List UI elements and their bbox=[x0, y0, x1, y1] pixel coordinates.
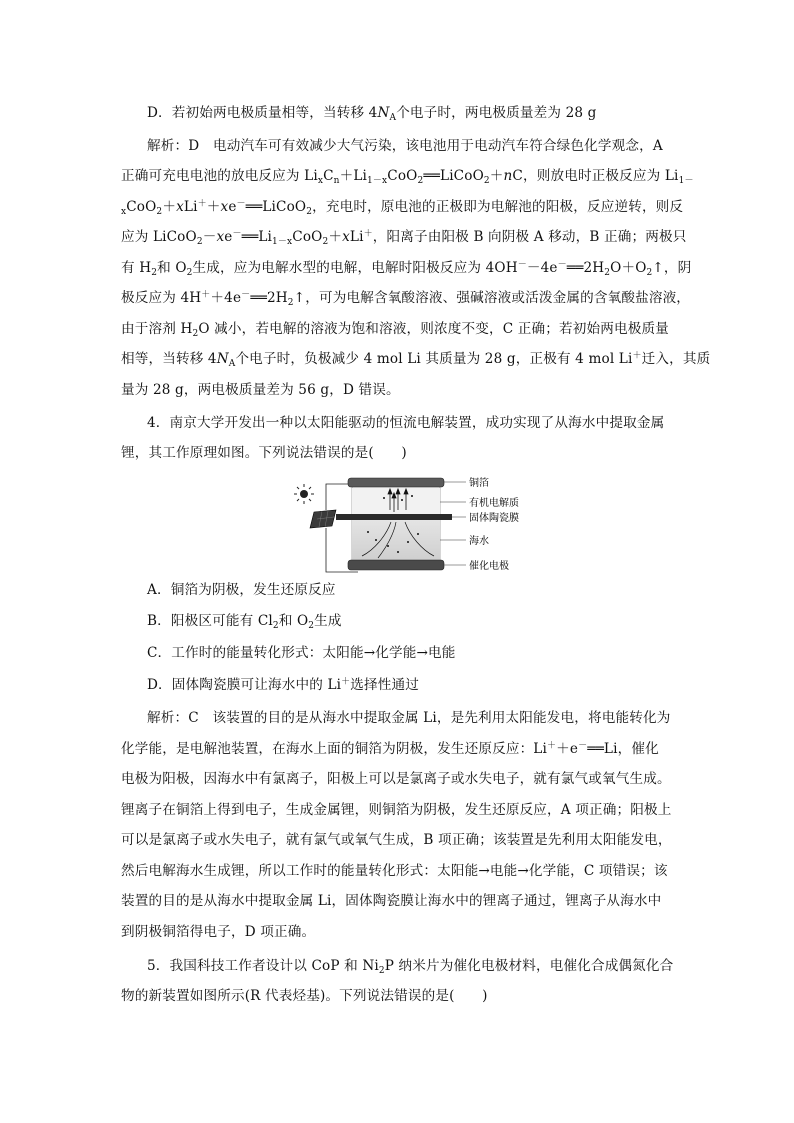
analysis-q4-line bbox=[121, 861, 677, 881]
text-segment: n bbox=[333, 176, 340, 186]
text-segment: ══2H bbox=[250, 290, 288, 306]
option-a-q4 bbox=[147, 580, 677, 600]
text-segment: e bbox=[224, 229, 233, 245]
text-segment: ↑，阴 bbox=[652, 260, 692, 276]
text-segment: ＋ bbox=[547, 741, 557, 751]
text-segment: 迁入，其质 bbox=[641, 351, 711, 367]
analysis-q4-line bbox=[121, 739, 677, 759]
text-segment: － bbox=[236, 199, 246, 209]
text-segment: 2 bbox=[322, 237, 329, 247]
text-segment: 解析：C 该装置的目的是从海水中提取金属 Li，是先利用太阳能发电，将电能转化为 bbox=[147, 710, 671, 726]
text-segment: 生成，应为电解水型的电解，电解时阳极反应为 4OH bbox=[192, 260, 518, 276]
text-segment: 2 bbox=[151, 268, 158, 278]
electrolysis-diagram bbox=[290, 476, 530, 576]
text-segment: 2 bbox=[378, 966, 385, 976]
analysis-q4-line bbox=[121, 830, 677, 850]
text-segment: － bbox=[232, 229, 242, 239]
text-segment: ↑，可为电解含氧酸溶液、强碱溶液或活泼金属的含氧酸盐溶液， bbox=[293, 290, 691, 306]
text-segment: 2 bbox=[272, 621, 279, 631]
label-seawater: 海水 bbox=[469, 536, 489, 547]
text-segment: N bbox=[377, 105, 390, 121]
text-segment: 极反应为 4H bbox=[121, 290, 202, 306]
analysis-q3-line bbox=[121, 380, 677, 400]
text-segment: 4．南京大学开发出一种以太阳能驱动的恒流电解装置，成功实现了从海水中提取金属 bbox=[147, 415, 665, 431]
text-segment: 2 bbox=[306, 207, 313, 217]
text-segment: ＋ bbox=[632, 351, 642, 361]
ceramic-membrane bbox=[336, 514, 452, 520]
label-ceramic-membrane: 固体陶瓷膜 bbox=[469, 513, 519, 524]
analysis-q3-line bbox=[121, 197, 684, 217]
text-segment: 1－ bbox=[678, 176, 694, 186]
text-segment: x bbox=[317, 176, 324, 186]
text-segment: ＋e bbox=[556, 741, 579, 757]
text-segment: x bbox=[216, 229, 225, 245]
text-segment: 和 O bbox=[278, 613, 309, 629]
text-segment: D．若初始两电极质量相等，当转移 4 bbox=[147, 105, 378, 121]
text-segment: 化学能，是电解池装置，在海水上面的铜箔为阴极，发生还原反应：Li bbox=[121, 741, 547, 757]
text-segment: O 减小，若电解的溶液为饱和溶液，则浓度不变，C 正确；若初始两电极质量 bbox=[198, 321, 669, 337]
analysis-q4-line bbox=[147, 708, 677, 728]
text-segment: ＋ bbox=[162, 199, 177, 215]
text-segment: B．阳极区可能有 Cl bbox=[147, 613, 273, 629]
text-segment: n bbox=[503, 168, 513, 184]
analysis-q4-line bbox=[121, 800, 677, 820]
text-segment: 2 bbox=[417, 176, 424, 186]
text-segment: ＋ bbox=[341, 677, 351, 687]
label-copper-foil: 铜箔 bbox=[469, 478, 489, 489]
text-segment: ＋Li bbox=[339, 168, 367, 184]
copper-foil-plate bbox=[348, 478, 444, 487]
question-5-stem bbox=[121, 986, 677, 1006]
text-segment: 然后电解海水生成锂，所以工作时的能量转化形式：太阳能→电能→化学能，C 项错误；该 bbox=[121, 863, 668, 879]
analysis-q3-line bbox=[121, 258, 692, 278]
text-segment: e bbox=[228, 199, 237, 215]
text-segment: 2 bbox=[604, 268, 611, 278]
label-organic-electrolyte: 有机电解质 bbox=[469, 498, 519, 509]
catalytic-electrode-plate bbox=[348, 560, 444, 570]
text-segment: ＋ bbox=[363, 229, 373, 239]
text-segment: ══Li，催化 bbox=[587, 741, 659, 757]
text-segment: C bbox=[323, 168, 334, 184]
text-segment: P 纳米片为催化电极材料，电催化合成偶氮化合 bbox=[384, 958, 674, 974]
text-segment: C．工作时的能量转化形式：太阳能→化学能→电能 bbox=[147, 645, 456, 661]
text-segment: 个电子时，负极减少 4 mol Li 其质量为 28 g，正极有 4 mol Li bbox=[235, 351, 633, 367]
text-segment: 1－x bbox=[272, 237, 293, 247]
text-segment: － bbox=[241, 290, 251, 300]
text-segment: 到阴极铜箔得电子，D 项正确。 bbox=[121, 924, 316, 940]
text-segment: 2 bbox=[483, 176, 490, 186]
sun-icon bbox=[294, 484, 314, 504]
text-segment: 和 O bbox=[157, 260, 187, 276]
text-segment: 1－x bbox=[367, 176, 388, 186]
text-segment: ══2H bbox=[566, 260, 605, 276]
text-segment: 电极为阳极，因海水中有氯离子，阳极上可以是氯离子或水失电子，就有氯气或氧气生成。 bbox=[121, 771, 671, 787]
text-segment: CoO bbox=[126, 199, 157, 215]
option-c-q4 bbox=[147, 643, 677, 663]
text-segment: 2 bbox=[186, 268, 193, 278]
text-segment: O＋O bbox=[610, 260, 647, 276]
text-segment: ══LiCoO bbox=[245, 199, 307, 215]
text-segment: ＋ bbox=[201, 290, 211, 300]
option-d-q3 bbox=[147, 103, 677, 123]
text-segment: ＋ bbox=[206, 199, 221, 215]
analysis-q4-line bbox=[121, 891, 677, 911]
text-segment: 2 bbox=[156, 207, 163, 217]
text-segment: 解析：D 电动汽车可有效减少大气污染，该电池用于电动汽车符合绿色化学观念，A bbox=[147, 138, 663, 154]
text-segment: D．固体陶瓷膜可让海水中的 Li bbox=[147, 677, 342, 693]
text-segment: 可以是氯离子或水失电子，就有氯气或氧气生成，B 项正确；该装置是先利用太阳能发电， bbox=[121, 832, 672, 848]
option-d-q4 bbox=[147, 675, 677, 695]
text-segment: ，充电时，原电池的正极即为电解池的阳极，反应逆转，则反 bbox=[312, 199, 684, 215]
text-segment: 生成 bbox=[314, 613, 342, 629]
analysis-q3-line bbox=[121, 349, 711, 369]
analysis-q4-line bbox=[121, 769, 677, 789]
option-b-q4 bbox=[147, 611, 677, 631]
text-segment: ＋ bbox=[489, 168, 504, 184]
text-segment: － bbox=[578, 741, 588, 751]
text-segment: 个电子时，两电极质量差为 28 g bbox=[396, 105, 597, 121]
text-segment: 量为 28 g，两电极质量差为 56 g，D 错误。 bbox=[121, 382, 400, 398]
text-segment: x bbox=[220, 199, 229, 215]
text-segment: 选择性通过 bbox=[350, 677, 419, 693]
analysis-q3-line bbox=[121, 288, 691, 308]
text-segment: 锂离子在铜箔上得到电子，生成金属锂，则铜箔为阴极，发生还原反应，A 项正确；阳极上 bbox=[121, 802, 672, 818]
text-segment: 2 bbox=[196, 237, 203, 247]
text-segment: N bbox=[216, 351, 229, 367]
text-segment: CoO bbox=[292, 229, 323, 245]
text-segment: x bbox=[176, 199, 184, 215]
text-segment: x bbox=[342, 229, 350, 245]
text-segment: 锂，其工作原理如图。下列说法错误的是( ) bbox=[121, 445, 407, 461]
text-segment: ══LiCoO bbox=[423, 168, 484, 184]
text-segment: 2 bbox=[192, 329, 199, 339]
text-segment: 由于溶剂 H bbox=[121, 321, 193, 337]
text-segment: ，阳离子由阳极 B 向阴极 A 移动，B 正确；两极只 bbox=[372, 229, 687, 245]
label-catalytic-electrode: 催化电极 bbox=[469, 561, 509, 572]
analysis-q4-line bbox=[121, 922, 677, 942]
text-segment: A．铜箔为阴极，发生还原反应 bbox=[147, 582, 336, 598]
text-segment: ＋4e bbox=[210, 290, 242, 306]
text-segment: － bbox=[517, 260, 527, 270]
text-segment: ＋ bbox=[197, 199, 207, 209]
text-segment: C，则放电时正极反应为 Li bbox=[512, 168, 679, 184]
text-segment: ＋ bbox=[328, 229, 343, 245]
text-segment: －4e bbox=[526, 260, 558, 276]
text-segment: 应为 LiCoO bbox=[121, 229, 197, 245]
analysis-q3-line bbox=[121, 166, 694, 186]
question-5-stem bbox=[147, 956, 677, 976]
text-segment: ══Li bbox=[241, 229, 272, 245]
analysis-q3-line bbox=[121, 319, 677, 339]
analysis-q3-line bbox=[147, 136, 677, 156]
text-segment: x bbox=[121, 207, 127, 217]
text-segment: 5．我国科技工作者设计以 CoP 和 Ni bbox=[147, 958, 379, 974]
text-segment: 有 H bbox=[121, 260, 152, 276]
text-segment: － bbox=[557, 260, 567, 270]
text-segment: 2 bbox=[287, 298, 294, 308]
text-segment: － bbox=[202, 229, 217, 245]
solar-panel-icon bbox=[310, 510, 336, 528]
text-segment: A bbox=[389, 113, 397, 123]
text-segment: 2 bbox=[646, 268, 653, 278]
text-segment: Li bbox=[183, 199, 198, 215]
text-segment: Li bbox=[349, 229, 364, 245]
analysis-q3-line bbox=[121, 227, 687, 247]
text-segment: 物的新装置如图所示(R 代表烃基)。下列说法错误的是( ) bbox=[121, 988, 488, 1004]
question-4-stem bbox=[147, 413, 677, 433]
text-segment: 相等，当转移 4 bbox=[121, 351, 217, 367]
text-segment: 正确可充电电池的放电反应为 Li bbox=[121, 168, 318, 184]
text-segment: A bbox=[228, 359, 236, 369]
text-segment: CoO bbox=[387, 168, 418, 184]
text-segment: 2 bbox=[308, 621, 315, 631]
text-segment: 装置的目的是从海水中提取金属 Li，固体陶瓷膜让海水中的锂离子通过，锂离子从海水中 bbox=[121, 893, 662, 909]
question-4-stem bbox=[121, 443, 677, 463]
